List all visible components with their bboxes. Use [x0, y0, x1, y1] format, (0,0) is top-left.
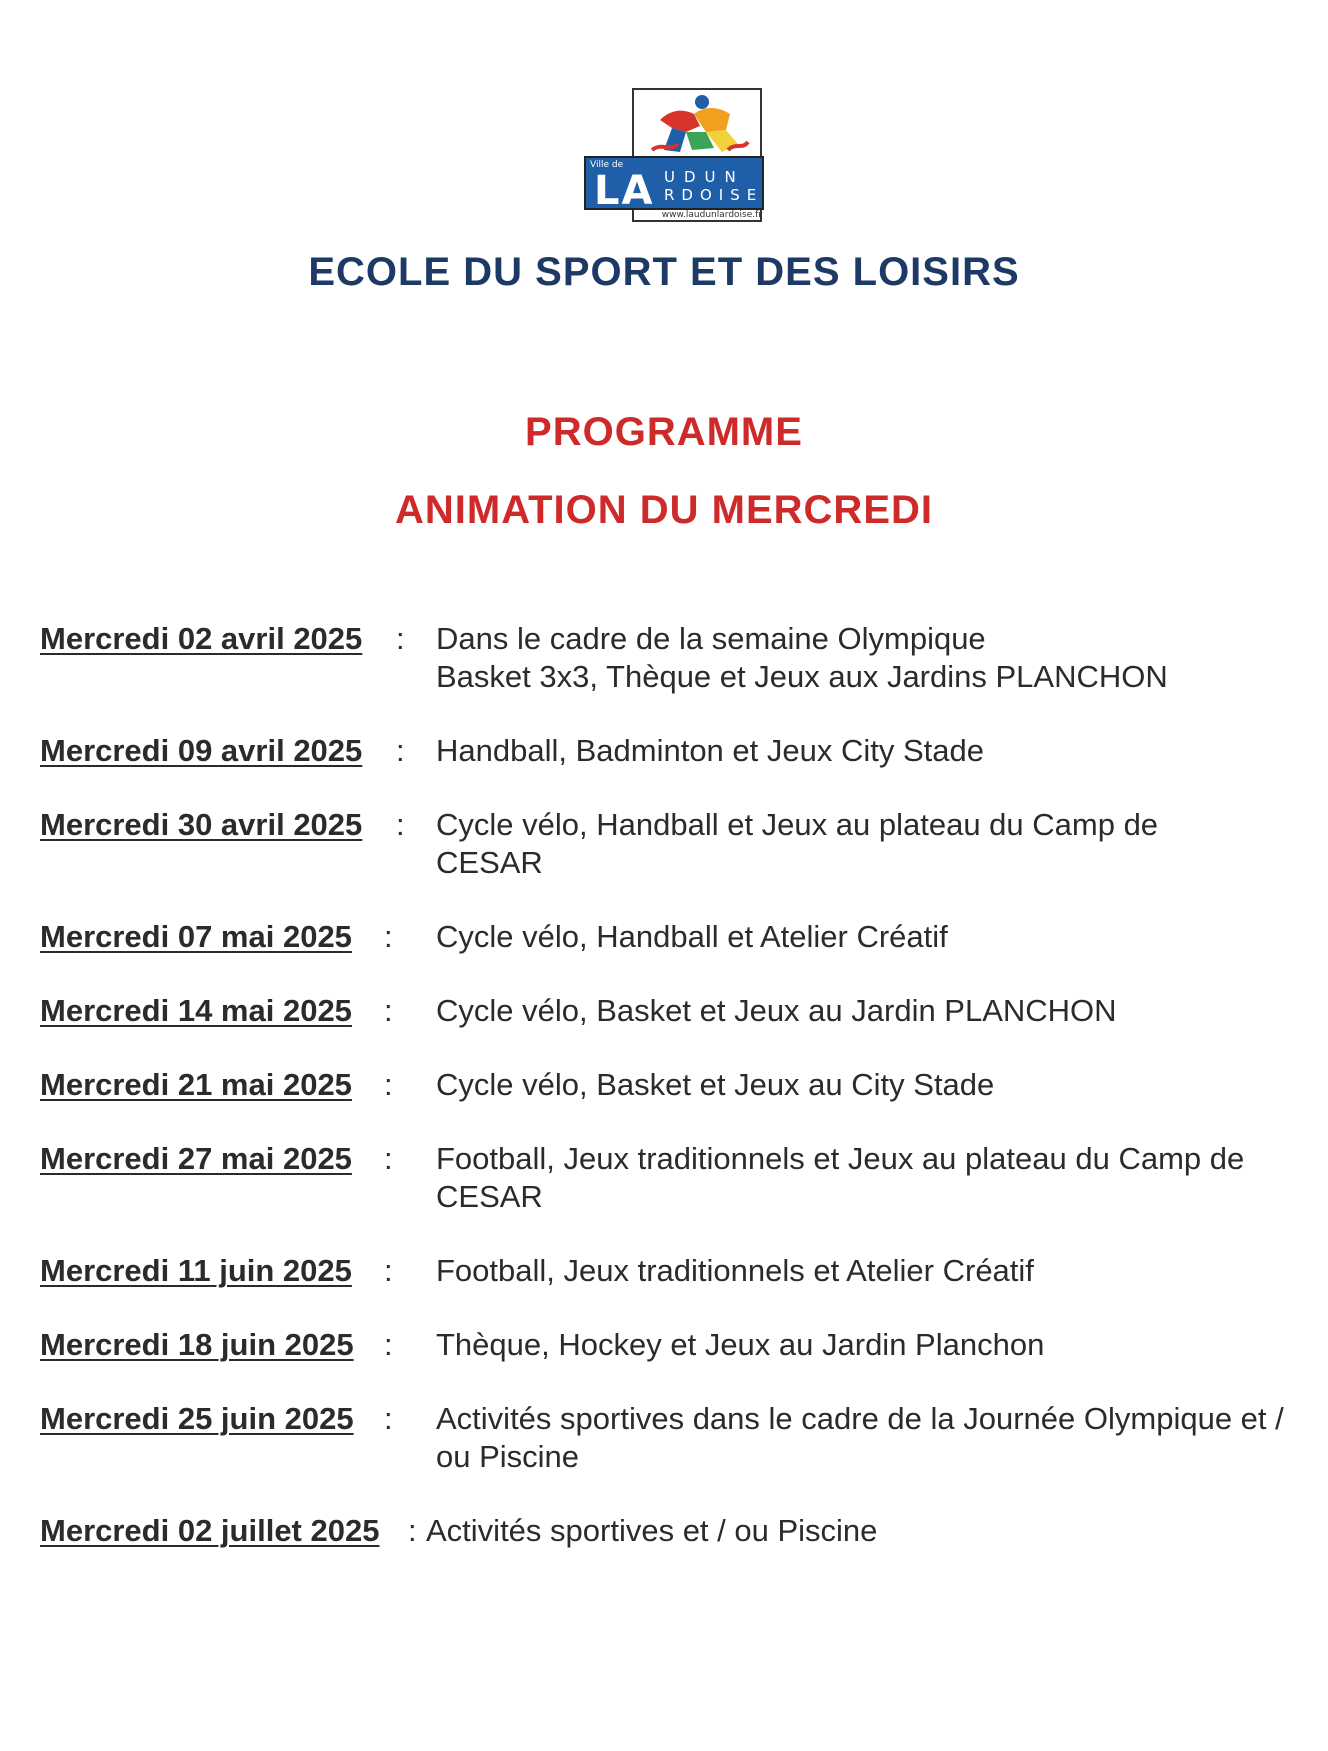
- logo-rdoise-text: RDOISE: [664, 186, 764, 204]
- schedule-separator: :: [396, 621, 405, 656]
- schedule-description: Cycle vélo, Basket et Jeux au Jardin PLANCHON: [436, 993, 1117, 1028]
- schedule-date: Mercredi 02 juillet 2025: [40, 1513, 380, 1548]
- schedule-separator: :: [384, 919, 393, 954]
- logo-band: [584, 156, 764, 214]
- schedule-separator: :: [384, 1401, 393, 1436]
- athlete-logo-icon: [642, 92, 752, 162]
- schedule-description: Cycle vélo, Handball et Atelier Créatif: [436, 919, 948, 954]
- page-title: ECOLE DU SPORT ET DES LOISIRS: [308, 250, 1020, 294]
- schedule-date: Mercredi 25 juin 2025: [40, 1401, 354, 1436]
- logo-udun-text: UDUN: [664, 168, 745, 186]
- schedule-date: Mercredi 09 avril 2025: [40, 733, 363, 768]
- schedule-description: Activités sportives et / ou Piscine: [426, 1513, 878, 1548]
- schedule-date: Mercredi 07 mai 2025: [40, 919, 352, 954]
- schedule-description: Thèque, Hockey et Jeux au Jardin Planchon: [436, 1327, 1045, 1362]
- schedule-date: Mercredi 14 mai 2025: [40, 993, 352, 1028]
- logo-ville-text: Ville de: [590, 160, 624, 170]
- schedule-description: Handball, Badminton et Jeux City Stade: [436, 733, 984, 768]
- city-logo: [584, 88, 764, 224]
- animation-heading: ANIMATION DU MERCREDI: [394, 488, 933, 532]
- schedule-date: Mercredi 30 avril 2025: [40, 807, 363, 842]
- schedule-separator: :: [408, 1513, 417, 1548]
- schedule-date: Mercredi 27 mai 2025: [40, 1141, 352, 1176]
- schedule-date: Mercredi 11 juin 2025: [40, 1253, 352, 1288]
- logo-la-text: LA: [594, 168, 655, 214]
- schedule-description: Football, Jeux traditionnels et Atelier Créatif: [436, 1253, 1034, 1288]
- schedule-date: Mercredi 02 avril 2025: [40, 621, 363, 656]
- schedule-separator: :: [396, 807, 405, 842]
- logo-url: www.laudunlardoise.fr: [661, 210, 762, 220]
- schedule-description: Activités sportives dans le cadre de la Journée Olympique et / ou Piscine: [436, 1401, 1284, 1474]
- schedule-separator: :: [396, 733, 405, 768]
- schedule-separator: :: [384, 1327, 393, 1362]
- schedule-description: Football, Jeux traditionnels et Jeux au plateau du Camp de CESAR: [436, 1141, 1245, 1214]
- schedule-separator: :: [384, 1253, 393, 1288]
- schedule-separator: :: [384, 993, 393, 1028]
- schedule-separator: :: [384, 1141, 393, 1176]
- schedule-separator: :: [384, 1067, 393, 1102]
- schedule-date: Mercredi 21 mai 2025: [40, 1067, 352, 1102]
- schedule-description: Dans le cadre de la semaine Olympique Basket 3x3, Thèque et Jeux aux Jardins PLANCHON: [436, 621, 1168, 694]
- schedule-description: Cycle vélo, Basket et Jeux au City Stade: [436, 1067, 995, 1102]
- programme-heading: PROGRAMME: [525, 410, 803, 454]
- schedule-date: Mercredi 18 juin 2025: [40, 1327, 354, 1362]
- schedule-description: Cycle vélo, Handball et Jeux au plateau du Camp de CESAR: [436, 807, 1159, 880]
